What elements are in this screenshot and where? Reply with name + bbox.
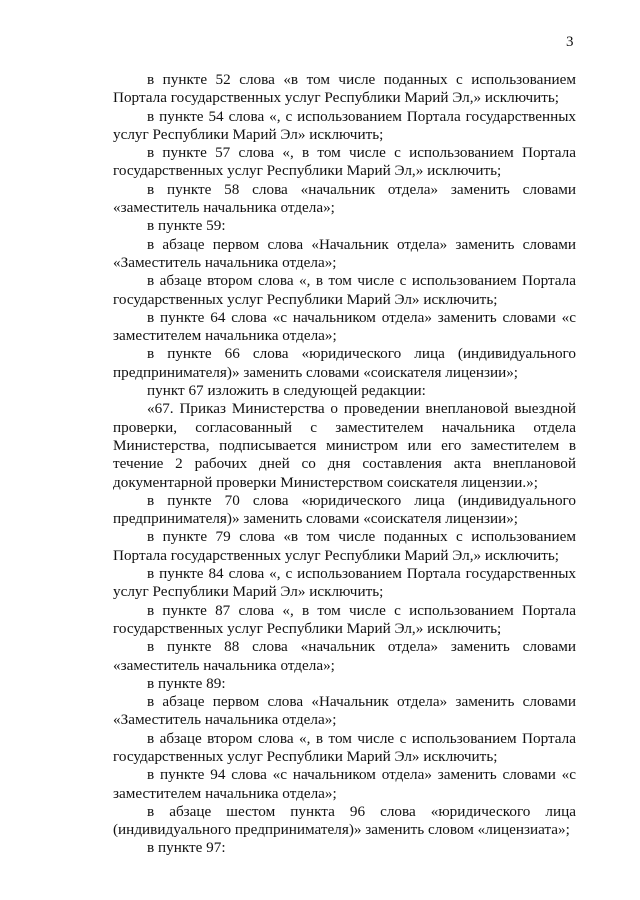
paragraph: пункт 67 изложить в следующей редакции:: [147, 382, 426, 400]
paragraph: в абзаце шестом пункта 96 слова «юридического лица (индивидуального предпринимателя)» заменить словом «лицензиата»;: [113, 802, 576, 839]
paragraph: в пункте 97:: [147, 839, 226, 857]
paragraph: в абзаце первом слова «Начальник отдела» заменить словами «Заместитель начальника отдела»;: [113, 235, 576, 271]
paragraph: «67. Приказ Министерства о проведении внеплановой выездной проверки, согласованный с заместителем начальника отдела Министерства, подписывается министром или его заместителем в течение 2 рабочих дней со дня составления акта внеплановой документарной проверки Министерством соискателя лицензии.»;: [113, 400, 576, 491]
paragraph: в пункте 54 слова «, с использованием Портала государственных услуг Республики Марий Эл» исключить;: [113, 107, 576, 143]
paragraph: в пункте 57 слова «, в том числе с использованием Портала государственных услуг Республики Марий Эл,» исключить;: [113, 144, 576, 180]
paragraph: в пункте 52 слова «в том числе поданных с использованием Портала государственных услуг Республики Марий Эл,» исключить;: [113, 71, 576, 107]
paragraph: в абзаце втором слова «, в том числе с использованием Портала государственных услуг Республики Марий Эл» исключить;: [113, 729, 576, 765]
paragraph: в пункте 58 слова «начальник отдела» заменить словами «заместитель начальника отдела»;: [113, 180, 576, 217]
paragraph: в пункте 70 слова «юридического лица (индивидуального предпринимателя)» заменить словами «соискателя лицензии»;: [113, 491, 576, 528]
paragraph: в пункте 89:: [147, 674, 226, 692]
paragraph: в пункте 59:: [147, 217, 226, 235]
paragraph: в пункте 66 слова «юридического лица (индивидуального предпринимателя)» заменить словами «соискателя лицензии»;: [113, 345, 576, 381]
page-number: 3: [566, 34, 574, 50]
paragraph: в пункте 79 слова «в том числе поданных с использованием Портала государственных услуг Республики Марий Эл,» исключить;: [113, 528, 576, 564]
paragraph: в пункте 87 слова «, в том числе с использованием Портала государственных услуг Республики Марий Эл,» исключить;: [113, 601, 576, 637]
document-body: [113, 71, 576, 858]
paragraph: в пункте 94 слова «с начальником отдела» заменить словами «с заместителем начальника отдела»;: [113, 766, 576, 802]
paragraph: в абзаце втором слова «, в том числе с использованием Портала государственных услуг Республики Марий Эл» исключить;: [113, 272, 576, 308]
paragraph: в пункте 88 слова «начальник отдела» заменить словами «заместитель начальника отдела»;: [113, 638, 576, 674]
paragraph: в пункте 64 слова «с начальником отдела» заменить словами «с заместителем начальника отдела»;: [113, 308, 576, 345]
paragraph: в абзаце первом слова «Начальник отдела» заменить словами «Заместитель начальника отдела»;: [113, 693, 576, 729]
paragraph: в пункте 84 слова «, с использованием Портала государственных услуг Республики Марий Эл» исключить;: [113, 565, 576, 601]
